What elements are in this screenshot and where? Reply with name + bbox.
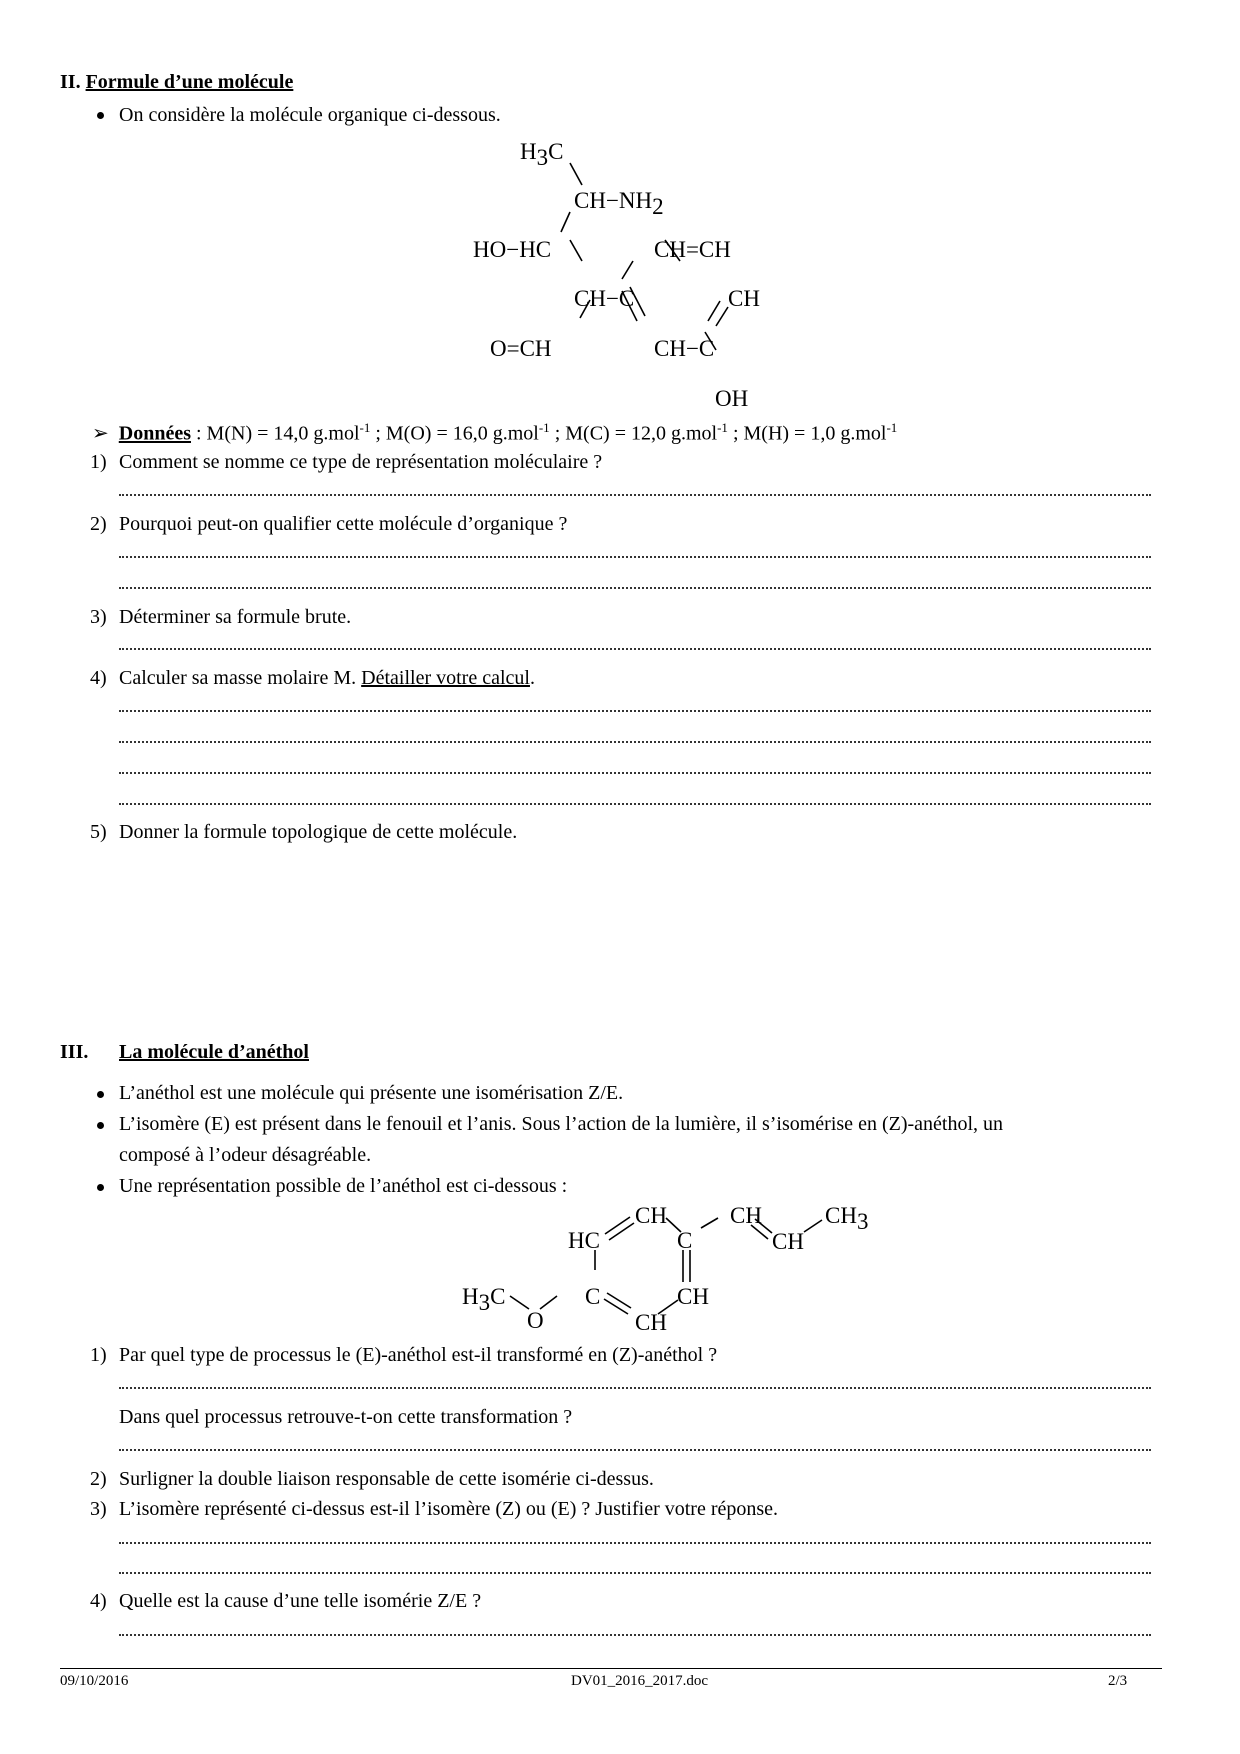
molecule-1-diagram	[460, 135, 820, 415]
unit-sup: -1	[538, 420, 550, 435]
q3-4-text: Quelle est la cause d’une telle isomérie Z/E ?	[119, 1590, 482, 1612]
q2-4-text: Calculer sa masse molaire M. Détailler votre calcul.	[119, 667, 535, 689]
section3-bullet-2-line1: L’isomère (E) est présent dans le fenouil et l’anis. Sous l’action de la lumière, il s’isomérise en (Z)-anéthol, un	[119, 1113, 1004, 1135]
mol1-h3c: H3C	[520, 139, 564, 170]
q3-2-text: Surligner la double liaison responsable de cette isomérie ci-dessus.	[119, 1468, 654, 1490]
footer-rule	[60, 1668, 1162, 1669]
section3-bullet-3: Une représentation possible de l’anéthol est ci-dessous :	[119, 1175, 568, 1197]
answer-line[interactable]	[119, 1634, 1151, 1636]
mol1-ch-c2: CH−C	[654, 336, 715, 361]
q3-1-number: 1)	[90, 1344, 107, 1366]
section2-heading	[60, 72, 293, 92]
q2-5-text: Donner la formule topologique de cette molécule.	[119, 821, 518, 843]
answer-line[interactable]	[119, 741, 1151, 743]
answer-line[interactable]	[119, 494, 1151, 496]
mass-o: ; M(O) = 16,0 g.mol	[370, 422, 539, 445]
answer-line[interactable]	[119, 1449, 1151, 1451]
q3-3-text: L’isomère représenté ci-dessus est-il l’isomère (Z) ou (E) ? Justifier votre réponse.	[119, 1498, 779, 1520]
mol1-o-dbl-ch: O=CH	[490, 336, 552, 361]
q2-3-number: 3)	[90, 606, 107, 628]
mol1-ho-hc: HO−HC	[473, 237, 552, 262]
footer-date: 09/10/2016	[60, 1673, 129, 1689]
q3-2-number: 2)	[90, 1468, 107, 1490]
mol2-ch-right: CH	[677, 1284, 709, 1309]
unit-sup: -1	[886, 420, 898, 435]
mol2-c-low: C	[585, 1284, 601, 1309]
mol2-ch-chain2: CH	[772, 1229, 804, 1254]
answer-line[interactable]	[119, 1387, 1151, 1389]
answer-line[interactable]	[119, 556, 1151, 558]
arrow-icon: ➢	[92, 422, 109, 445]
q2-4-number: 4)	[90, 667, 107, 689]
bullet-dot	[97, 1122, 104, 1129]
mol2-c-mid: C	[677, 1228, 693, 1253]
mol2-h3c: H3C	[462, 1284, 506, 1315]
section3-bullet-1: L’anéthol est une molécule qui présente une isomérisation Z/E.	[119, 1082, 624, 1104]
mol1-ch-dbl-ch: CH=CH	[654, 237, 731, 262]
q3-1b-text: Dans quel processus retrouve-t-on cette transformation ?	[119, 1406, 573, 1428]
mol2-ch-chain: CH	[730, 1203, 762, 1228]
mol2-ch-bottom: CH	[635, 1310, 667, 1335]
q3-3-number: 3)	[90, 1498, 107, 1520]
mol1-ch-right: CH	[728, 286, 760, 311]
section3-title: La molécule d’anéthol	[119, 1041, 309, 1063]
q3-1-text: Par quel type de processus le (E)-anéthol est-il transformé en (Z)-anéthol ?	[119, 1344, 718, 1366]
unit-sup: -1	[717, 420, 728, 435]
footer-page: 2/3	[1108, 1673, 1128, 1689]
bullet-dot	[97, 112, 104, 119]
answer-line[interactable]	[119, 648, 1151, 650]
mass-h: ; M(H) = 1,0 g.mol	[727, 422, 887, 445]
section2-intro: On considère la molécule organique ci-dessous.	[119, 104, 501, 126]
mol1-oh: OH	[715, 386, 749, 411]
mol2-o: O	[527, 1308, 544, 1333]
q2-1-text: Comment se nomme ce type de représentation moléculaire ?	[119, 451, 603, 473]
answer-line[interactable]	[119, 1572, 1151, 1574]
answer-line[interactable]	[119, 587, 1151, 589]
data-label: Données	[118, 422, 191, 445]
answer-line[interactable]	[119, 803, 1151, 805]
q2-2-text: Pourquoi peut-on qualifier cette molécule d’organique ?	[119, 513, 568, 535]
section2-roman: II.	[60, 71, 81, 93]
section2-title: Formule d’une molécule	[85, 71, 294, 93]
q2-5-number: 5)	[90, 821, 107, 843]
mol2-ch3: CH3	[825, 1203, 869, 1234]
answer-line[interactable]	[119, 1542, 1151, 1544]
bullet-dot	[97, 1184, 104, 1191]
mol2-hc-left: HC	[568, 1228, 600, 1253]
section3-roman: III.	[60, 1041, 89, 1063]
mass-c: ; M(C) = 12,0 g.mol	[549, 422, 718, 445]
q3-4-number: 4)	[90, 1590, 107, 1612]
bullet-dot	[97, 1091, 104, 1098]
mol2-ch-top: CH	[635, 1203, 667, 1228]
unit-sup: -1	[359, 420, 371, 435]
data-line	[92, 421, 897, 444]
q2-1-number: 1)	[90, 451, 107, 473]
footer-filename: DV01_2016_2017.doc	[571, 1673, 709, 1689]
q2-3-text: Déterminer sa formule brute.	[119, 606, 352, 628]
q2-2-number: 2)	[90, 513, 107, 535]
answer-line[interactable]	[119, 772, 1151, 774]
section3-bullet-2-line2: composé à l’odeur désagréable.	[119, 1144, 372, 1166]
mol1-ch-c: CH−C	[574, 286, 635, 311]
answer-line[interactable]	[119, 710, 1151, 712]
molecule-anethol-diagram	[450, 1198, 900, 1338]
mass-n: : M(N) = 14,0 g.mol	[191, 422, 360, 445]
mol1-ch-nh2: CH−NH2	[574, 188, 664, 219]
